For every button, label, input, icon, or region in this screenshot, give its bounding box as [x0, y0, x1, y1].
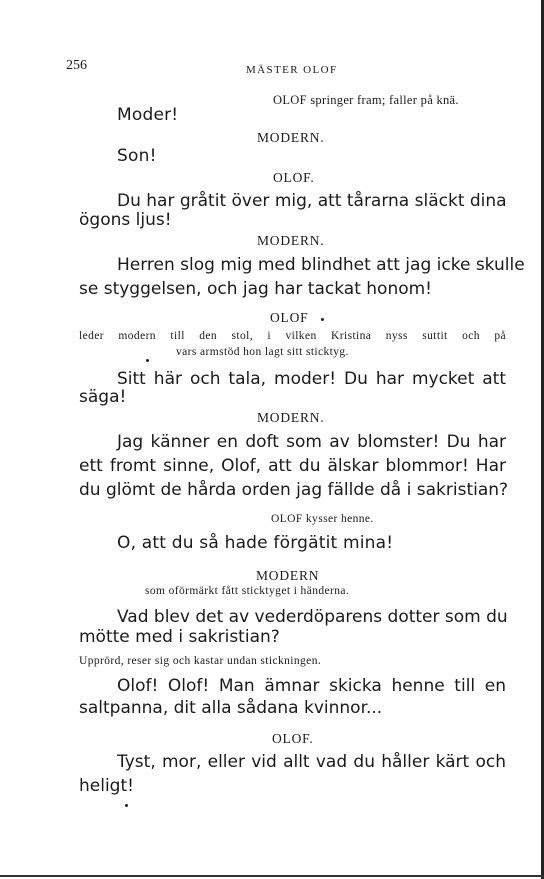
speaker-name: MODERN. [257, 410, 325, 425]
stage-direction: Upprörd, reser sig och kastar undan stickningen. [79, 655, 322, 667]
dialogue-line: heligt! [79, 776, 134, 796]
speaker-name: MODERN. [257, 233, 325, 248]
dialogue-line: ögons ljus! [79, 210, 172, 230]
speaker-name: MODERN [256, 568, 320, 583]
dialogue-paragraph [79, 605, 506, 649]
dialogue-paragraph [79, 430, 509, 502]
stage-direction: OLOF kysser henne. [271, 513, 374, 525]
dialogue-paragraph [79, 750, 506, 798]
dialogue-paragraph [79, 253, 525, 301]
stage-direction: leder modern till den stol, i vilken Kristina nyss suttit och på [79, 330, 506, 342]
dialogue-line: Son! [117, 146, 157, 166]
page-number: 256 [66, 58, 87, 73]
dialogue-line: O, att du så hade förgätit mina! [117, 533, 394, 553]
dialogue-line: Tyst, mor, eller vid allt vad du håller kärt och [117, 752, 506, 772]
dialogue-line: Olof! Olof! Man ämnar skicka henne till en [117, 676, 506, 696]
page-bottom-edge [0, 875, 544, 877]
dialogue-line: säga! [79, 387, 127, 407]
dialogue-line: Herren slog mig med blindhet att jag icke skulle [117, 255, 525, 275]
dialogue-line: mötte med i sakristian? [79, 627, 280, 647]
ink-speck [321, 318, 324, 321]
speaker-name: MODERN. [257, 130, 325, 145]
speaker-name: OLOF. [273, 170, 315, 185]
dialogue-paragraph [79, 189, 506, 232]
running-title: MÄSTER OLOF [246, 64, 338, 76]
dialogue-line: Moder! [117, 105, 179, 125]
stage-direction: vars armstöd hon lagt sitt sticktyg. [176, 346, 349, 358]
dialogue-paragraph [79, 674, 506, 720]
dialogue-line: saltpanna, dit alla sådana kvinnor... [79, 698, 383, 718]
dialogue-line: du glömt de hårda orden jag fällde då i sakristian? [79, 480, 509, 500]
stage-direction: OLOF springer fram; faller på knä. [273, 93, 459, 107]
dialogue-line: Vad blev det av vederdöparens dotter som du [117, 607, 508, 627]
dialogue-paragraph [79, 367, 506, 409]
dialogue-line: se styggelsen, och jag har tackat honom! [79, 279, 432, 299]
dialogue-line: Jag känner en doft som av blomster! Du har [117, 432, 506, 452]
dialogue-line: ett fromt sinne, Olof, att du älskar blommor! Har [79, 456, 506, 476]
stage-direction: som oförmärkt fått sticktyget i händerna. [145, 585, 350, 597]
ink-speck [146, 359, 149, 362]
dialogue-line: Du har gråtit över mig, att tårarna släckt dina [117, 191, 507, 211]
dialogue-line: Sitt här och tala, moder! Du har mycket att [117, 369, 506, 389]
speaker-name: OLOF [270, 310, 309, 325]
ink-speck [125, 804, 128, 807]
speaker-name: OLOF. [272, 731, 314, 746]
